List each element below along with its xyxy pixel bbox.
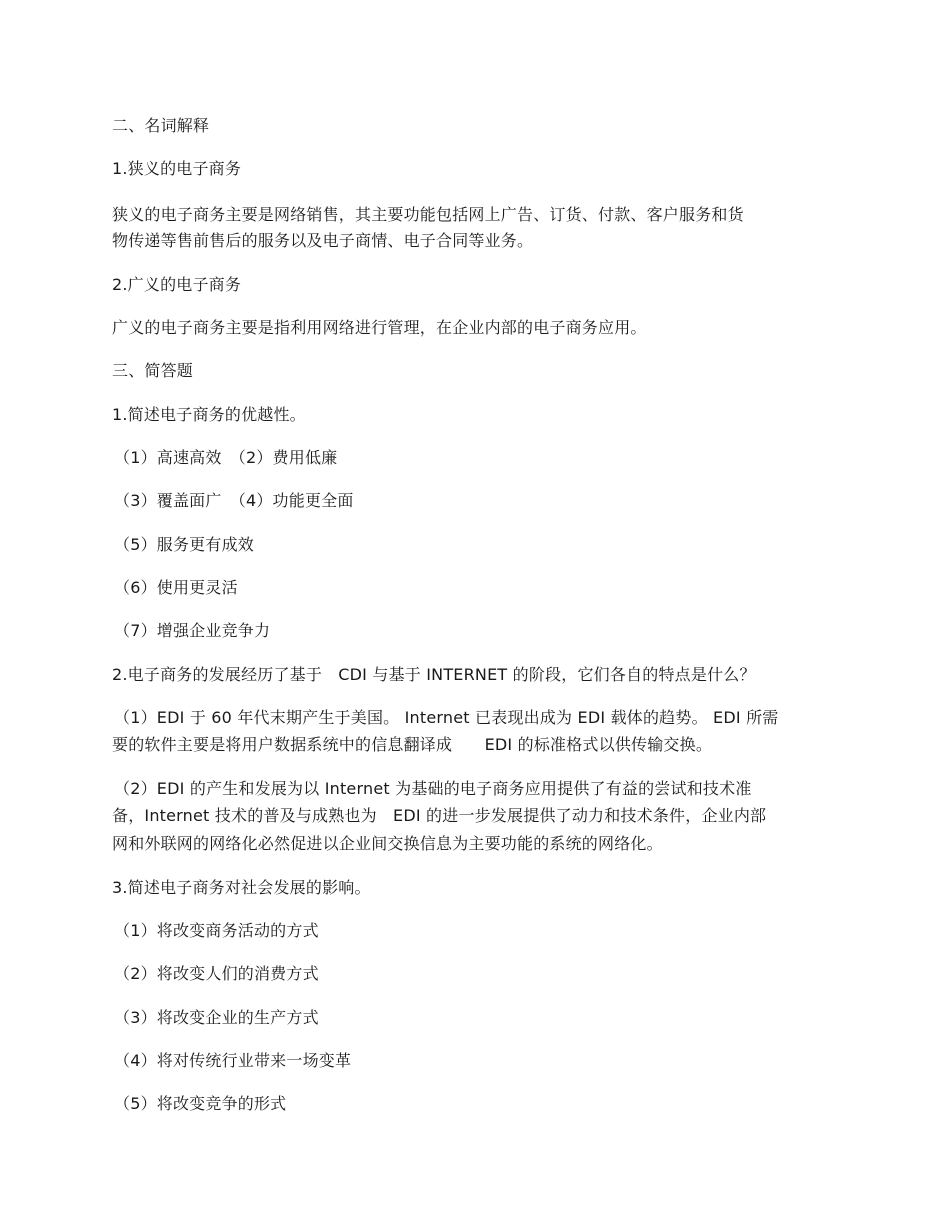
question-1-item: （3）覆盖面广 （4）功能更全面 bbox=[114, 491, 354, 510]
term-definition-narrow-line-1: 狭义的电子商务主要是网络销售，其主要功能包括网上广告、订货、付款、客户服务和货 bbox=[112, 205, 744, 224]
question-3-item: （5）将改变竞争的形式 bbox=[114, 1094, 287, 1113]
question-2-answer-2-line-2: 备，Internet 技术的普及与成熟也为 EDI 的进一步发展提供了动力和技术条件，企业内部 bbox=[112, 806, 767, 825]
question-2-answer-2-line-1: （2）EDI 的产生和发展为以 Internet 为基础的电子商务应用提供了有益的尝试和技术准 bbox=[114, 779, 752, 798]
section-heading-terms: 二、名词解释 bbox=[112, 116, 210, 135]
question-2-answer-2-line-3: 网和外联网的网络化必然促进以企业间交换信息为主要功能的系统的网络化。 bbox=[112, 834, 663, 853]
term-definition-narrow-line-2: 物传递等售前售后的服务以及电子商情、电子合同等业务。 bbox=[112, 231, 534, 250]
question-2-title: 2.电子商务的发展经历了基于 CDI 与基于 INTERNET 的阶段，它们各自的特点是什么？ bbox=[112, 665, 756, 684]
question-3-item: （1）将改变商务活动的方式 bbox=[114, 921, 319, 940]
question-1-item: （7）增强企业竞争力 bbox=[114, 621, 271, 640]
question-3-title: 3.简述电子商务对社会发展的影响。 bbox=[112, 878, 371, 897]
question-2-answer-1-line-2: 要的软件主要是将用户数据系统中的信息翻译成 EDI 的标准格式以供传输交换。 bbox=[112, 735, 713, 754]
question-3-item: （4）将对传统行业带来一场变革 bbox=[114, 1051, 352, 1070]
term-definition-broad-line-1: 广义的电子商务主要是指利用网络进行管理，在企业内部的电子商务应用。 bbox=[112, 318, 647, 337]
question-3-item: （2）将改变人们的消费方式 bbox=[114, 964, 319, 983]
question-1-item: （1）高速高效 （2）费用低廉 bbox=[114, 448, 338, 467]
question-1-item: （6）使用更灵活 bbox=[114, 578, 238, 597]
question-3-item: （3）将改变企业的生产方式 bbox=[114, 1008, 319, 1027]
question-1-item: （5）服务更有成效 bbox=[114, 535, 254, 554]
question-2-answer-1-line-1: （1）EDI 于 60 年代末期产生于美国。 Internet 已表现出成为 EDI 载体的趋势。 EDI 所需 bbox=[114, 708, 779, 727]
question-1-title: 1.简述电子商务的优越性。 bbox=[112, 405, 306, 424]
section-heading-short-answer: 三、简答题 bbox=[112, 361, 194, 380]
term-title-narrow-ecommerce: 1.狭义的电子商务 bbox=[112, 159, 242, 178]
term-title-broad-ecommerce: 2.广义的电子商务 bbox=[112, 275, 242, 294]
